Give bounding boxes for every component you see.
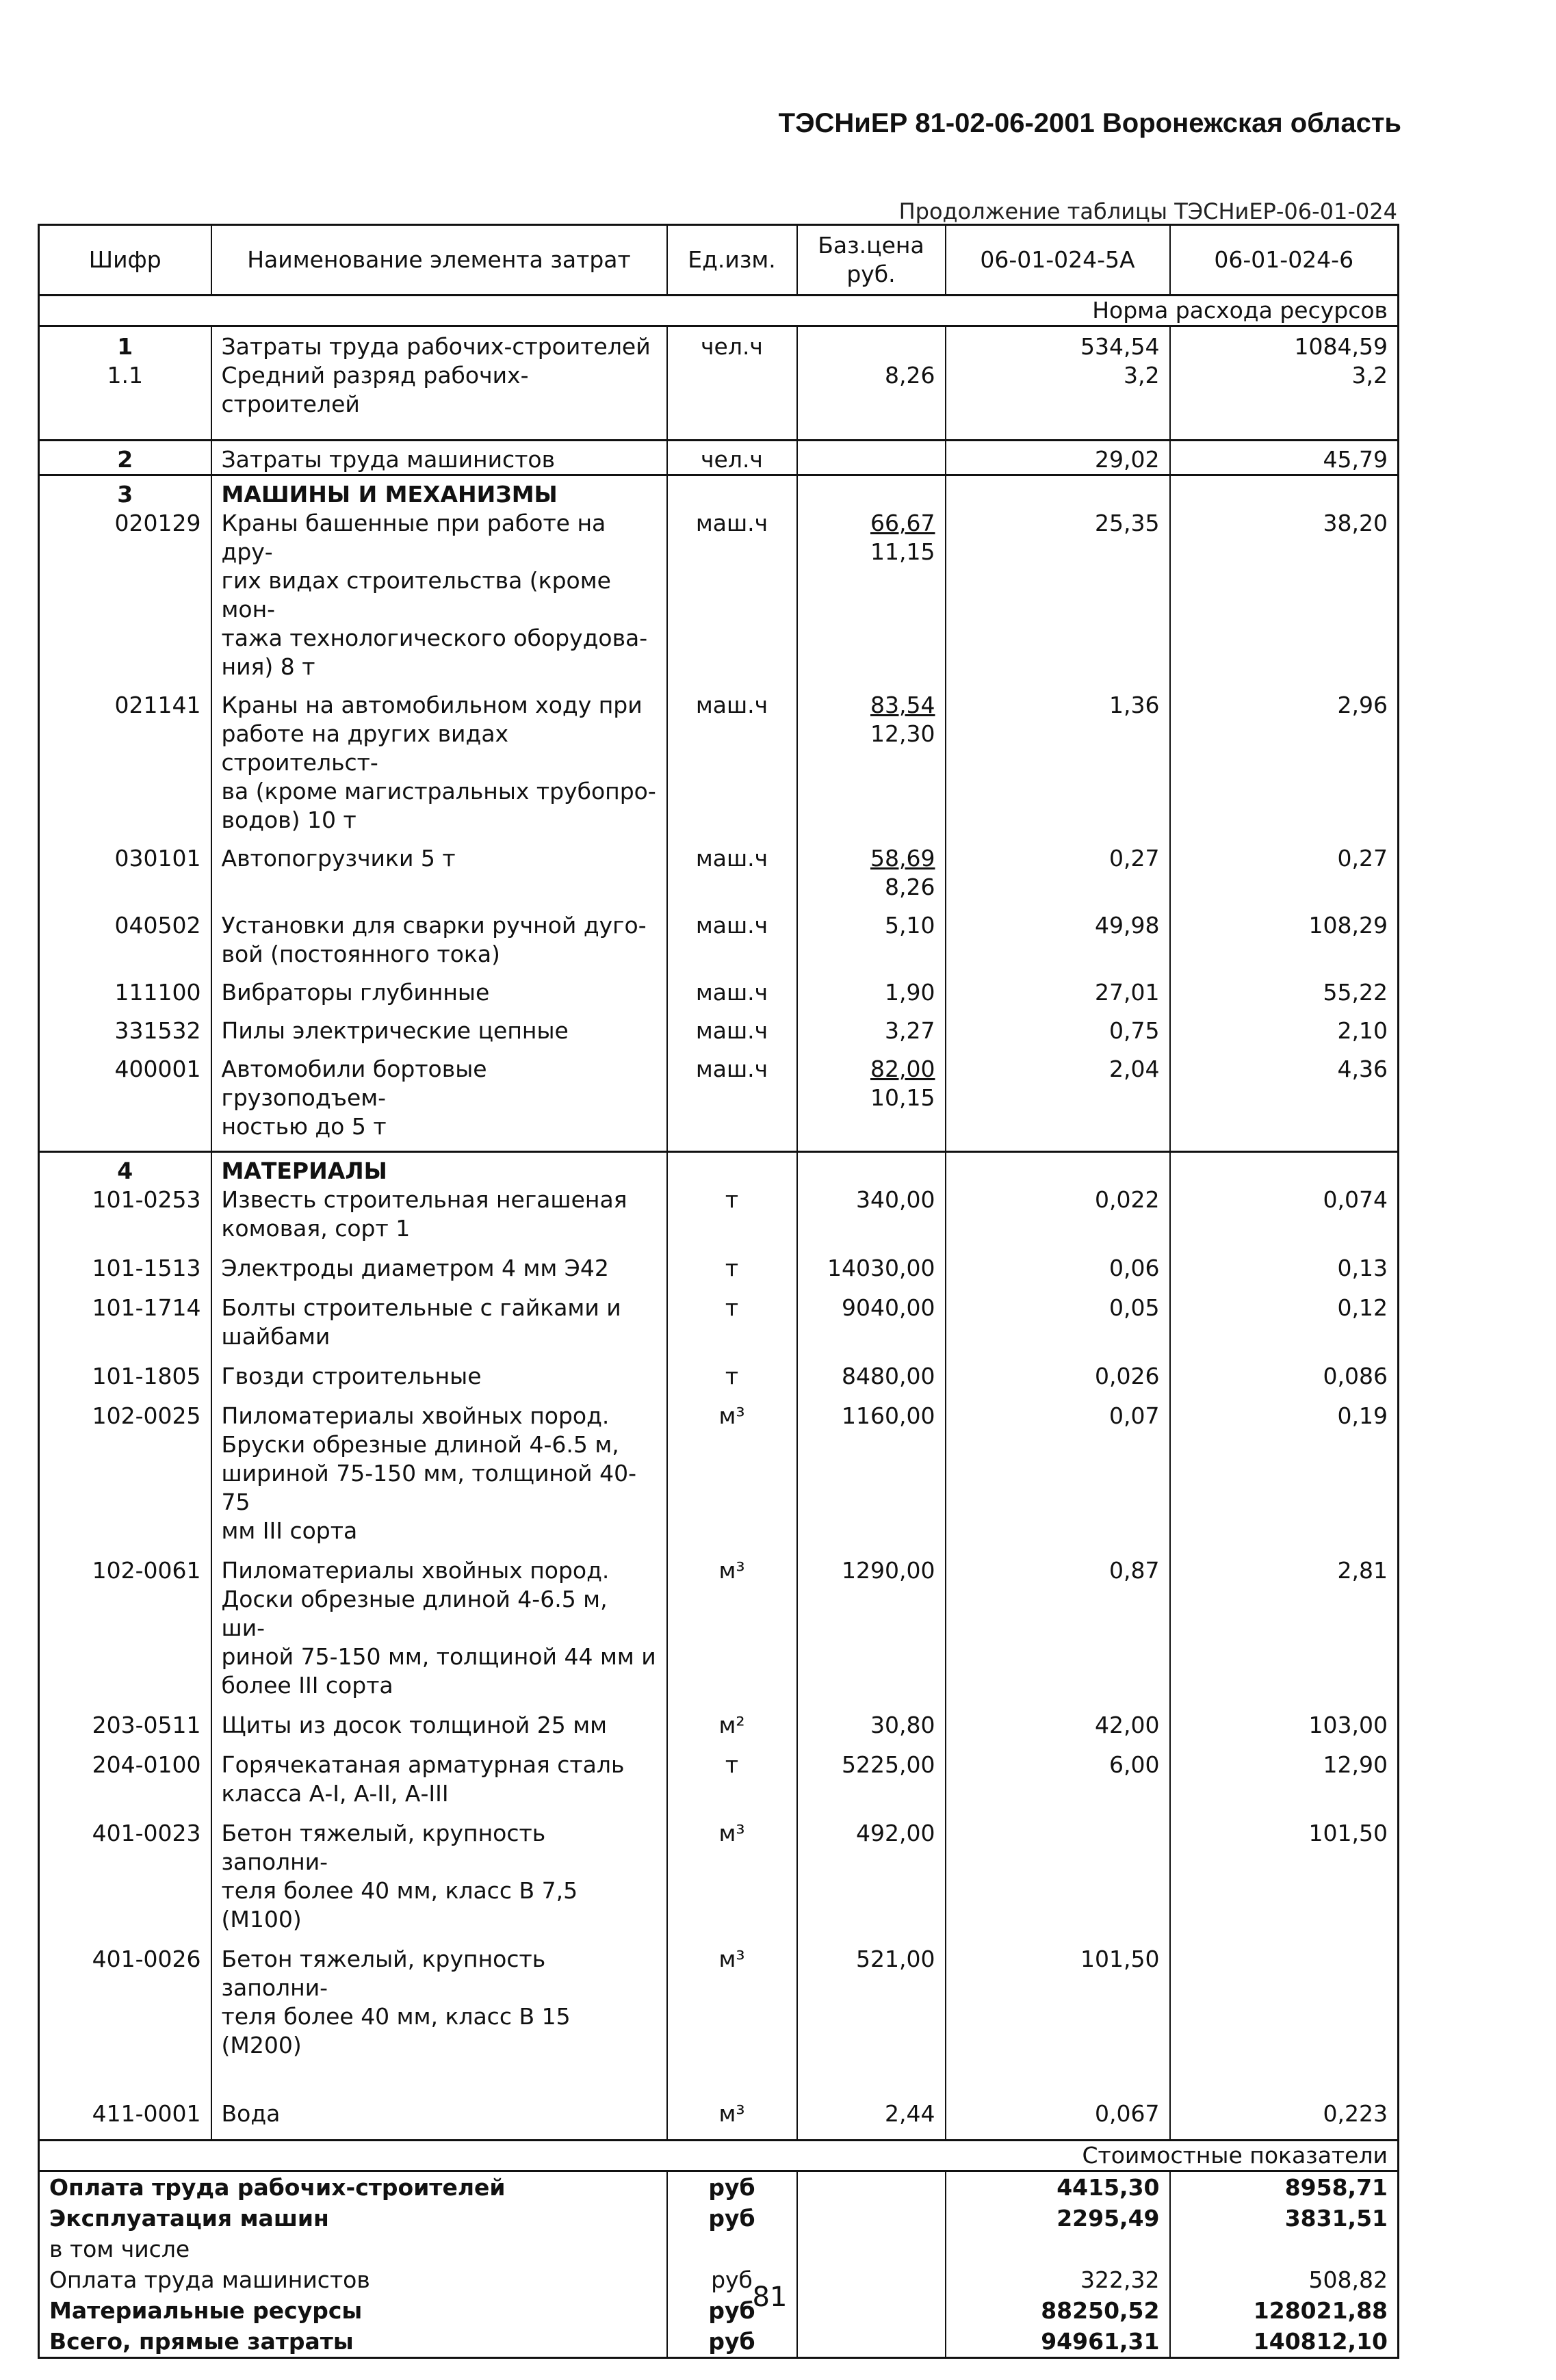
- name-line: тажа технологического оборудова-: [221, 625, 648, 651]
- empty-cell: [667, 475, 797, 510]
- unit-cell: т: [667, 1751, 797, 1819]
- name-line: ния) 8 т: [221, 653, 315, 680]
- base-price-cell: 1160,00: [797, 1402, 946, 1556]
- material-row: [39, 1254, 1399, 1294]
- norm-b-cell: 12,90: [1170, 1751, 1399, 1819]
- empty-cell: [1170, 1152, 1399, 1186]
- base-price: 1,90: [885, 979, 935, 1006]
- norm-a-cell: 49,98: [946, 911, 1170, 978]
- norm-a-cell: 42,00: [946, 1711, 1170, 1751]
- section-title: МАТЕРИАЛЫ: [211, 1152, 667, 1186]
- name-line: более III сорта: [221, 1672, 393, 1699]
- total-unit: руб: [667, 2326, 797, 2358]
- norm-b-cell: 103,00: [1170, 1711, 1399, 1751]
- name-line: Гвозди строительные: [221, 1363, 482, 1389]
- unit-cell: маш.ч: [667, 1017, 797, 1055]
- total-row: [39, 2234, 1399, 2264]
- total-unit: руб: [667, 2264, 797, 2295]
- norm-a-cell: 6,00: [946, 1751, 1170, 1819]
- machine-row: [39, 1017, 1399, 1055]
- name-line: Вода: [221, 2100, 281, 2127]
- header-code: Шифр: [39, 225, 211, 296]
- code-cell: 101-1513: [39, 1254, 211, 1294]
- name-line: Автопогрузчики 5 т: [221, 845, 456, 872]
- document-header: ТЭСНиЕР 81-02-06-2001 Воронежская область: [778, 108, 1401, 138]
- base-price-cell: [797, 978, 946, 1017]
- spacer-cell: [1170, 419, 1399, 441]
- machine-row: [39, 509, 1399, 691]
- operators-row: [39, 441, 1399, 475]
- total-unit: руб: [667, 2171, 797, 2204]
- code-cell: 102-0061: [39, 1556, 211, 1711]
- machine-row: [39, 1055, 1399, 1152]
- norm-a-cell: 0,022: [946, 1186, 1170, 1254]
- spacer-row: [39, 419, 1399, 441]
- name-cell: [211, 1017, 667, 1055]
- norm-b-cell: 0,12: [1170, 1294, 1399, 1362]
- base-price: 82,00: [870, 1056, 935, 1082]
- total-label: Оплата труда рабочих-строителей: [39, 2171, 667, 2204]
- code-cell: 400001: [39, 1055, 211, 1152]
- base-price: 3,27: [885, 1017, 935, 1044]
- resource-table: [38, 224, 1399, 2359]
- header-unit: Ед.изм.: [667, 225, 797, 296]
- base-price-cell: 492,00: [797, 1819, 946, 1945]
- code-cell: 030101: [39, 844, 211, 911]
- section-title: МАШИНЫ И МЕХАНИЗМЫ: [211, 475, 667, 510]
- spacer-cell: [667, 419, 797, 441]
- name-cell: [211, 1402, 667, 1556]
- base-price-cell: [797, 509, 946, 691]
- spacer-cell: [39, 419, 211, 441]
- labor-row: [39, 326, 1399, 362]
- machine-operator-price: 11,15: [870, 538, 935, 565]
- base-price: 66,67: [870, 510, 935, 536]
- base-price-cell: 8,26: [797, 361, 946, 419]
- name-line: Вибраторы глубинные: [221, 979, 490, 1006]
- base-price: 5,10: [885, 912, 935, 939]
- name-line: класса А-I, А-II, А-III: [221, 1780, 449, 1807]
- material-row: [39, 1751, 1399, 1819]
- spacer-cell: [946, 419, 1170, 441]
- norm-a-cell: 2,04: [946, 1055, 1170, 1152]
- total-label: Эксплуатация машин: [39, 2203, 667, 2234]
- name-line: ва (кроме магистральных трубопро-: [221, 778, 656, 805]
- name-cell: Затраты труда рабочих-строителей: [211, 326, 667, 362]
- norm-a-cell: 3,2: [946, 361, 1170, 419]
- name-cell: [211, 1254, 667, 1294]
- norm-a-cell: 29,02: [946, 441, 1170, 475]
- total-a: 4415,30: [946, 2171, 1170, 2204]
- name-cell: [211, 1294, 667, 1362]
- norm-a-cell: 0,07: [946, 1402, 1170, 1556]
- norm-a-cell: 0,026: [946, 1362, 1170, 1402]
- name-cell: [211, 1556, 667, 1711]
- unit-cell: маш.ч: [667, 1055, 797, 1152]
- norm-a-cell: 0,067: [946, 2100, 1170, 2141]
- total-row: [39, 2326, 1399, 2358]
- name-line: работе на других видах строительст-: [221, 720, 509, 776]
- header-col-b: 06-01-024-6: [1170, 225, 1399, 296]
- cost-label: Стоимостные показатели: [39, 2141, 1399, 2171]
- base-price-cell: 340,00: [797, 1186, 946, 1254]
- name-cell: [211, 1711, 667, 1751]
- section-code: 4: [39, 1152, 211, 1186]
- unit-cell: маш.ч: [667, 691, 797, 844]
- name-line: мм III сорта: [221, 1517, 358, 1544]
- norm-label: Норма расхода ресурсов: [39, 296, 1399, 326]
- name-line: комовая, сорт 1: [221, 1215, 411, 1242]
- total-unit: [667, 2234, 797, 2264]
- name-cell: [211, 509, 667, 691]
- page-number: 81: [752, 2281, 788, 2313]
- code-cell: 331532: [39, 1017, 211, 1055]
- code-cell: 021141: [39, 691, 211, 844]
- norm-a-cell: [946, 1819, 1170, 1945]
- code-cell: 102-0025: [39, 1402, 211, 1556]
- total-b: 128021,88: [1170, 2295, 1399, 2326]
- norm-b-cell: 0,223: [1170, 2100, 1399, 2141]
- spacer-cell: [797, 419, 946, 441]
- machine-operator-price: 10,15: [870, 1084, 935, 1111]
- total-a: 322,32: [946, 2264, 1170, 2295]
- norm-a-cell: 1,36: [946, 691, 1170, 844]
- norm-b-cell: 108,29: [1170, 911, 1399, 978]
- code-cell: 203-0511: [39, 1711, 211, 1751]
- header-name: Наименование элемента затрат: [211, 225, 667, 296]
- empty-cell: [1170, 475, 1399, 510]
- code-cell: 1: [39, 326, 211, 362]
- name-cell: [211, 978, 667, 1017]
- name-line: Доски обрезные длиной 4-6.5 м, ши-: [221, 1586, 608, 1641]
- code-cell: 101-0253: [39, 1186, 211, 1254]
- name-cell: [211, 844, 667, 911]
- name-line: Установки для сварки ручной дуго-: [221, 912, 647, 939]
- unit-cell: маш.ч: [667, 844, 797, 911]
- name-line: Электроды диаметром 4 мм Э42: [221, 1255, 609, 1281]
- norm-a-cell: 534,54: [946, 326, 1170, 362]
- empty-cell: [797, 2234, 946, 2264]
- base-price: 58,69: [870, 845, 935, 872]
- unit-cell: т: [667, 1362, 797, 1402]
- name-line: ностью до 5 т: [221, 1113, 387, 1140]
- base-price-cell: 30,80: [797, 1711, 946, 1751]
- norm-a-cell: 101,50: [946, 1945, 1170, 2100]
- code-cell: 401-0026: [39, 1945, 211, 2100]
- norm-a-cell: 0,05: [946, 1294, 1170, 1362]
- name-cell: [211, 1055, 667, 1152]
- machine-operator-price: 12,30: [870, 720, 935, 747]
- total-unit: руб: [667, 2203, 797, 2234]
- name-line: Бетон тяжелый, крупность заполни-: [221, 1946, 546, 2001]
- continuation-note: Продолжение таблицы ТЭСНиЕР-06-01-024: [898, 198, 1397, 224]
- material-row: [39, 1362, 1399, 1402]
- code-cell: 401-0023: [39, 1819, 211, 1945]
- empty-cell: [797, 1152, 946, 1186]
- name-line: шириной 75-150 мм, толщиной 40-75: [221, 1460, 637, 1515]
- base-price-cell: [797, 844, 946, 911]
- name-line: водов) 10 т: [221, 807, 356, 833]
- name-line: Бетон тяжелый, крупность заполни-: [221, 1820, 546, 1875]
- name-cell: [211, 1751, 667, 1819]
- material-row: [39, 1711, 1399, 1751]
- machine-row: [39, 844, 1399, 911]
- unit-cell: маш.ч: [667, 509, 797, 691]
- unit-cell: т: [667, 1294, 797, 1362]
- name-line: Пилы электрические цепные: [221, 1017, 569, 1044]
- header-price: Баз.цена руб.: [797, 225, 946, 296]
- name-line: Известь строительная негашеная: [221, 1186, 627, 1213]
- norm-b-cell: 1084,59: [1170, 326, 1399, 362]
- machine-row: [39, 691, 1399, 844]
- material-row: [39, 1819, 1399, 1945]
- base-price: 83,54: [870, 692, 935, 718]
- name-line: Горячекатаная арматурная сталь: [221, 1751, 625, 1778]
- code-cell: 111100: [39, 978, 211, 1017]
- empty-cell: [667, 1152, 797, 1186]
- norm-a-cell: 0,87: [946, 1556, 1170, 1711]
- norm-a-cell: 25,35: [946, 509, 1170, 691]
- code-cell: 101-1805: [39, 1362, 211, 1402]
- name-line: гих видах строительства (кроме мон-: [221, 567, 611, 623]
- norm-b-cell: 0,13: [1170, 1254, 1399, 1294]
- section-code: 3: [39, 475, 211, 510]
- base-price-cell: 1290,00: [797, 1556, 946, 1711]
- total-a: 94961,31: [946, 2326, 1170, 2358]
- unit-cell: чел.ч: [667, 326, 797, 362]
- total-b: 3831,51: [1170, 2203, 1399, 2234]
- total-b: 508,82: [1170, 2264, 1399, 2295]
- norm-b-cell: 4,36: [1170, 1055, 1399, 1152]
- header-col-a: 06-01-024-5А: [946, 225, 1170, 296]
- total-label: Оплата труда машинистов: [39, 2264, 667, 2295]
- norm-b-cell: 0,086: [1170, 1362, 1399, 1402]
- code-cell: 101-1714: [39, 1294, 211, 1362]
- total-label: Всего, прямые затраты: [39, 2326, 667, 2358]
- name-line: Автомобили бортовые грузоподъем-: [221, 1056, 487, 1111]
- name-line: Щиты из досок толщиной 25 мм: [221, 1712, 608, 1738]
- code-cell: 020129: [39, 509, 211, 691]
- total-unit: руб: [667, 2295, 797, 2326]
- base-price-cell: 2,44: [797, 2100, 946, 2141]
- norm-b-cell: 2,81: [1170, 1556, 1399, 1711]
- total-b: [1170, 2234, 1399, 2264]
- name-cell: [211, 691, 667, 844]
- table-header-row: [39, 225, 1399, 296]
- cost-label-row: [39, 2141, 1399, 2171]
- unit-cell: маш.ч: [667, 911, 797, 978]
- total-label: в том числе: [39, 2234, 667, 2264]
- base-price-cell: 5225,00: [797, 1751, 946, 1819]
- name-cell: [211, 2100, 667, 2141]
- material-row: [39, 1556, 1399, 1711]
- name-line: теля более 40 мм, класс В 15 (М200): [221, 2003, 571, 2058]
- norm-label-row: [39, 296, 1399, 326]
- name-line: риной 75-150 мм, толщиной 44 мм и: [221, 1643, 656, 1670]
- name-line: вой (постоянного тока): [221, 941, 500, 967]
- norm-b-cell: [1170, 1945, 1399, 2100]
- empty-cell: [946, 475, 1170, 510]
- total-a: 88250,52: [946, 2295, 1170, 2326]
- spacer-cell: [211, 419, 667, 441]
- base-price-cell: [797, 911, 946, 978]
- machine-row: [39, 978, 1399, 1017]
- base-price-cell: [797, 691, 946, 844]
- name-line: шайбами: [221, 1323, 330, 1350]
- code-cell: 2: [39, 441, 211, 475]
- name-cell: [211, 911, 667, 978]
- material-row: [39, 1186, 1399, 1254]
- unit-cell: м³: [667, 1945, 797, 2100]
- norm-b-cell: 0,074: [1170, 1186, 1399, 1254]
- materials-section-row: [39, 1152, 1399, 1186]
- material-row: [39, 2100, 1399, 2141]
- norm-a-cell: 27,01: [946, 978, 1170, 1017]
- machine-operator-price: 8,26: [885, 874, 935, 900]
- norm-a-cell: 0,27: [946, 844, 1170, 911]
- name-cell: [211, 1819, 667, 1945]
- name-line: Бруски обрезные длиной 4-6.5 м,: [221, 1431, 619, 1458]
- unit-cell: м³: [667, 1819, 797, 1945]
- name-cell: Средний разряд рабочих-строителей: [211, 361, 667, 419]
- unit-cell: т: [667, 1254, 797, 1294]
- norm-b-cell: 0,19: [1170, 1402, 1399, 1556]
- name-cell: [211, 1186, 667, 1254]
- norm-b-cell: 101,50: [1170, 1819, 1399, 1945]
- total-b: 8958,71: [1170, 2171, 1399, 2204]
- unit-cell: [667, 361, 797, 419]
- machine-row: [39, 911, 1399, 978]
- norm-b-cell: 45,79: [1170, 441, 1399, 475]
- norm-a-cell: 0,75: [946, 1017, 1170, 1055]
- norm-b-cell: 2,10: [1170, 1017, 1399, 1055]
- base-price-cell: [797, 1055, 946, 1152]
- norm-b-cell: 3,2: [1170, 361, 1399, 419]
- total-row: [39, 2203, 1399, 2234]
- machines-section-row: [39, 475, 1399, 510]
- labor-row: [39, 361, 1399, 419]
- base-price-cell: [797, 326, 946, 362]
- total-b: 140812,10: [1170, 2326, 1399, 2358]
- name-cell: Затраты труда машинистов: [211, 441, 667, 475]
- code-cell: 411-0001: [39, 2100, 211, 2141]
- base-price-cell: 8480,00: [797, 1362, 946, 1402]
- total-a: [946, 2234, 1170, 2264]
- base-price-cell: [797, 441, 946, 475]
- code-cell: 204-0100: [39, 1751, 211, 1819]
- norm-b-cell: 0,27: [1170, 844, 1399, 911]
- empty-cell: [797, 475, 946, 510]
- base-price-cell: 9040,00: [797, 1294, 946, 1362]
- material-row: [39, 1945, 1399, 2100]
- code-cell: 040502: [39, 911, 211, 978]
- name-line: Болты строительные с гайками и: [221, 1294, 621, 1321]
- unit-cell: маш.ч: [667, 978, 797, 1017]
- name-line: Краны башенные при работе на дру-: [221, 510, 606, 565]
- unit-cell: м³: [667, 1556, 797, 1711]
- material-row: [39, 1294, 1399, 1362]
- total-row: [39, 2171, 1399, 2204]
- total-label: Материальные ресурсы: [39, 2295, 667, 2326]
- norm-b-cell: 2,96: [1170, 691, 1399, 844]
- total-a: 2295,49: [946, 2203, 1170, 2234]
- unit-cell: м³: [667, 2100, 797, 2141]
- code-cell: 1.1: [39, 361, 211, 419]
- name-line: (М100): [221, 1906, 302, 1933]
- name-cell: [211, 1362, 667, 1402]
- unit-cell: м²: [667, 1711, 797, 1751]
- base-price-cell: [797, 1017, 946, 1055]
- norm-a-cell: 0,06: [946, 1254, 1170, 1294]
- base-price-cell: 14030,00: [797, 1254, 946, 1294]
- material-row: [39, 1402, 1399, 1556]
- norm-b-cell: 55,22: [1170, 978, 1399, 1017]
- unit-cell: чел.ч: [667, 441, 797, 475]
- name-line: Пиломатериалы хвойных пород.: [221, 1402, 610, 1429]
- unit-cell: м³: [667, 1402, 797, 1556]
- norm-b-cell: 38,20: [1170, 509, 1399, 691]
- empty-cell: [797, 2326, 946, 2358]
- empty-cell: [797, 2203, 946, 2234]
- name-line: Пиломатериалы хвойных пород.: [221, 1557, 610, 1584]
- unit-cell: т: [667, 1186, 797, 1254]
- name-line: Краны на автомобильном ходу при: [221, 692, 643, 718]
- empty-cell: [797, 2171, 946, 2204]
- name-cell: [211, 1945, 667, 2100]
- base-price-cell: 521,00: [797, 1945, 946, 2100]
- name-line: теля более 40 мм, класс В 7,5: [221, 1877, 578, 1904]
- empty-cell: [946, 1152, 1170, 1186]
